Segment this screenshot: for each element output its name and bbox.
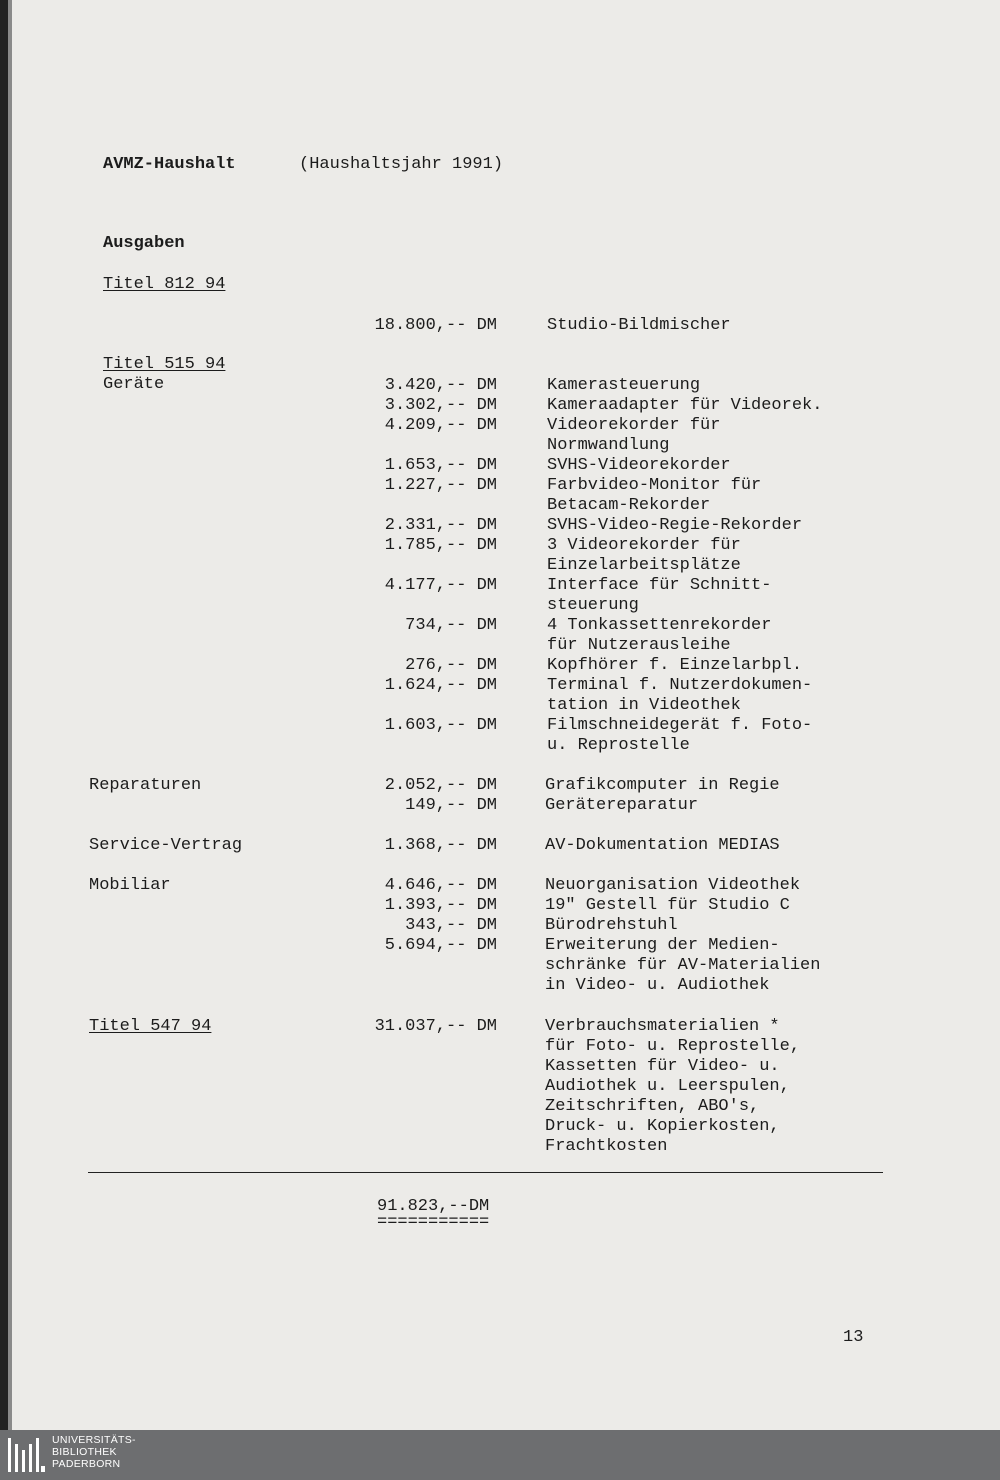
geraete-item-desc: Interface für Schnitt- steuerung: [547, 576, 772, 615]
geraete-item-amount: 1.785,-- DM: [384, 536, 497, 555]
book-spine-shadow: [0, 0, 8, 1430]
reparaturen-item-desc: Gerätereparatur: [545, 796, 699, 815]
titel-547-desc: Verbrauchsmaterialien * für Foto- u. Reprostelle, Kassetten für Video- u. Audiothek u. Leerspulen, Zeitschriften, ABO's, Druck- u. Kopierkosten, Frachtkosten: [545, 1017, 801, 1156]
titel-812-desc: Studio-Bildmischer: [547, 316, 731, 335]
geraete-item-desc: Kamerasteuerung: [547, 376, 701, 395]
mobiliar-item-desc: 19" Gestell für Studio C: [545, 896, 790, 915]
geraete-item-desc: Farbvideo-Monitor für Betacam-Rekorder: [547, 476, 762, 515]
geraete-item-amount: 734,-- DM: [405, 616, 497, 635]
document-subtitle: (Haushaltsjahr 1991): [299, 155, 504, 174]
service-item-desc: AV-Dokumentation MEDIAS: [545, 836, 780, 855]
geraete-item-amount: 3.302,-- DM: [384, 396, 497, 415]
titel-515-label: Titel 515 94: [103, 355, 226, 374]
mobiliar-item-amount: 343,-- DM: [405, 916, 497, 935]
geraete-item-amount: 4.209,-- DM: [384, 416, 497, 435]
group-label-geraete: Geräte: [103, 375, 165, 394]
group-label-reparaturen: Reparaturen: [89, 776, 202, 795]
geraete-item-amount: 1.227,-- DM: [384, 476, 497, 495]
geraete-item-amount: 1.603,-- DM: [384, 716, 497, 735]
library-logo-icon: [8, 1438, 46, 1472]
geraete-item-desc: Terminal f. Nutzerdokumen- tation in Videothek: [547, 676, 813, 715]
geraete-item-desc: Videorekorder für Normwandlung: [547, 416, 721, 455]
document-title: AVMZ-Haushalt: [103, 155, 236, 174]
mobiliar-item-desc: Erweiterung der Medien- schränke für AV-Materialien in Video- u. Audiothek: [545, 936, 821, 995]
geraete-item-desc: 4 Tonkassettenrekorder für Nutzerausleihe: [547, 616, 772, 655]
library-footer-bar: [0, 1430, 1000, 1480]
titel-812-amount: 18.800,-- DM: [374, 316, 497, 335]
reparaturen-item-amount: 2.052,-- DM: [384, 776, 497, 795]
titel-547-amount: 31.037,-- DM: [374, 1017, 497, 1036]
page-number: 13: [843, 1328, 864, 1347]
geraete-item-desc: Kopfhörer f. Einzelarbpl.: [547, 656, 803, 675]
service-item-amount: 1.368,-- DM: [384, 836, 497, 855]
geraete-item-amount: 1.624,-- DM: [384, 676, 497, 695]
geraete-item-desc: Kameraadapter für Videorek.: [547, 396, 823, 415]
geraete-item-amount: 3.420,-- DM: [384, 376, 497, 395]
section-heading-ausgaben: Ausgaben: [103, 234, 185, 253]
titel-547-label: Titel 547 94: [89, 1017, 212, 1036]
mobiliar-item-desc: Bürodrehstuhl: [545, 916, 678, 935]
mobiliar-item-desc: Neuorganisation Videothek: [545, 876, 801, 895]
total-separator-line: [88, 1172, 883, 1173]
document-page: [12, 0, 1000, 1430]
titel-812-label: Titel 812 94: [103, 275, 226, 294]
total-double-underline: ===========: [377, 1213, 490, 1232]
geraete-item-desc: 3 Videorekorder für Einzelarbeitsplätze: [547, 536, 741, 575]
mobiliar-item-amount: 1.393,-- DM: [384, 896, 497, 915]
reparaturen-item-desc: Grafikcomputer in Regie: [545, 776, 780, 795]
geraete-item-amount: 4.177,-- DM: [384, 576, 497, 595]
mobiliar-item-amount: 5.694,-- DM: [384, 936, 497, 955]
total-amount: 91.823,--DM: [377, 1197, 490, 1216]
geraete-item-desc: Filmschneidegerät f. Foto- u. Reprostelle: [547, 716, 813, 755]
geraete-item-amount: 2.331,-- DM: [384, 516, 497, 535]
geraete-item-desc: SVHS-Videorekorder: [547, 456, 731, 475]
reparaturen-item-amount: 149,-- DM: [405, 796, 497, 815]
group-label-mobiliar: Mobiliar: [89, 876, 171, 895]
geraete-item-amount: 1.653,-- DM: [384, 456, 497, 475]
group-label-service: Service-Vertrag: [89, 836, 243, 855]
geraete-item-amount: 276,-- DM: [405, 656, 497, 675]
mobiliar-item-amount: 4.646,-- DM: [384, 876, 497, 895]
geraete-item-desc: SVHS-Video-Regie-Rekorder: [547, 516, 803, 535]
library-logo-text: UNIVERSITÄTS- BIBLIOTHEK PADERBORN: [52, 1434, 136, 1470]
